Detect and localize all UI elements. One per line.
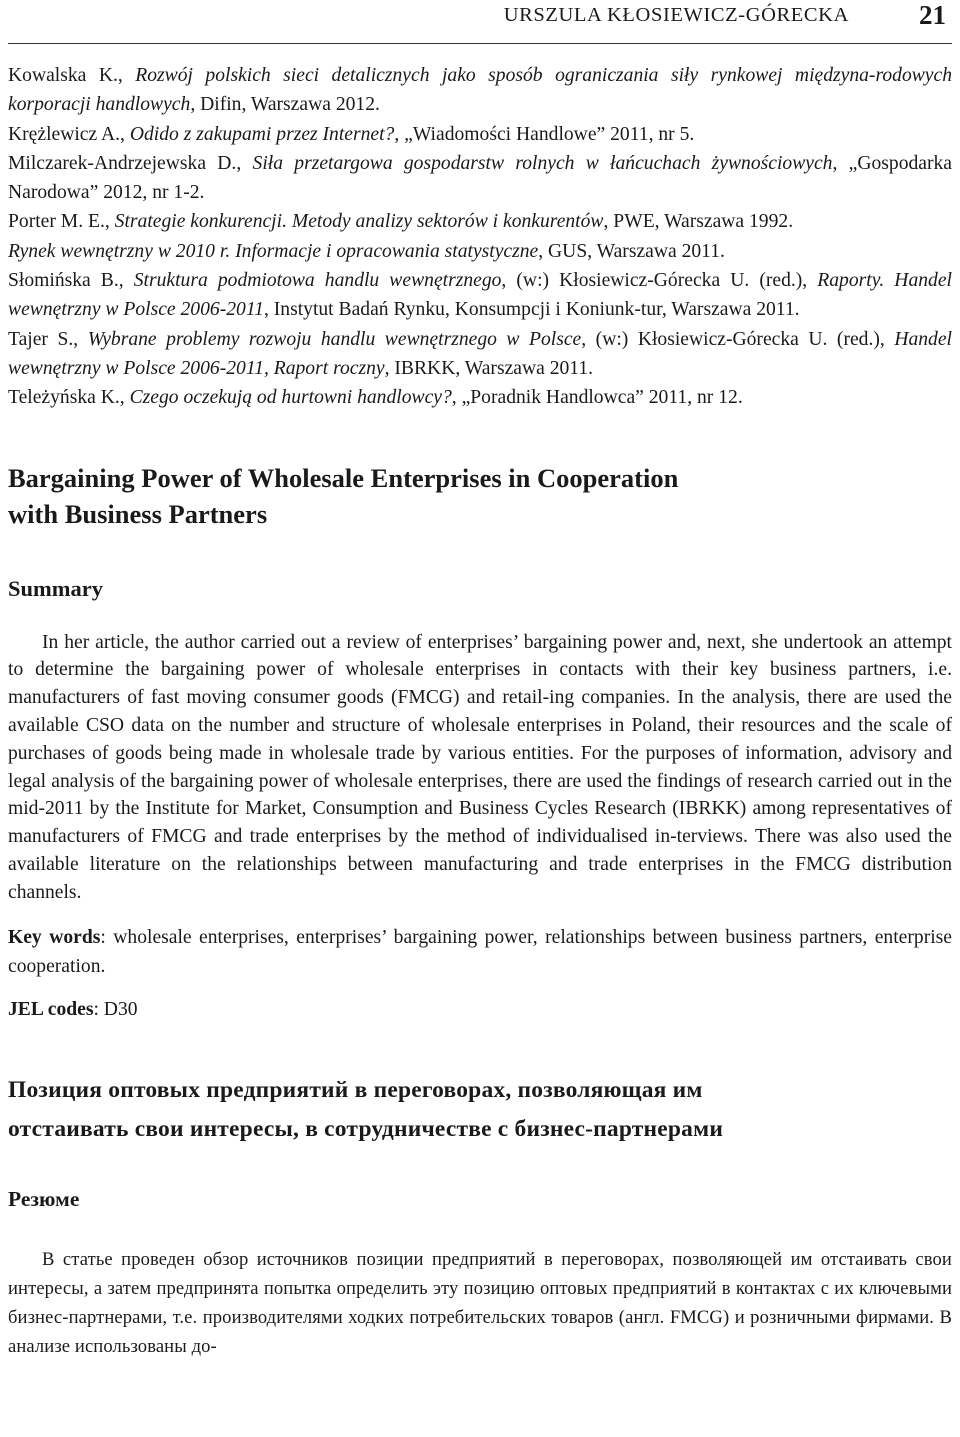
summary-heading: Summary (8, 575, 103, 601)
jel-text: : D30 (93, 998, 138, 1020)
reference-item: Rynek wewnętrzny w 2010 r. Informacje i opracowania statystyczne, GUS, Warszawa 2011. (8, 240, 725, 262)
reference-item: Krężlewicz A., Odido z zakupami przez Internet?, „Wiadomości Handlowe” 2011, nr 5. (8, 123, 695, 145)
page-number: 21 (919, 0, 946, 30)
jel-label: JEL codes (8, 998, 94, 1020)
english-title: Bargaining Power of Wholesale Enterprises in Cooperation with Business Partners (8, 462, 679, 529)
jel-codes (8, 999, 952, 1021)
keywords-text: : wholesale enterprises, enterprises’ bargaining power, relationships between business partners, enterprise cooperation. (8, 926, 952, 977)
reference-item: Kowalska K., Rozwój polskich sieci detalicznych jako sposób ograniczania siły rynkowej międzyna-rodowych korporacji handlowych, Difin, Warszawa 2012. (8, 65, 952, 116)
header-author: URSZULA KŁOSIEWICZ-GÓRECKA (503, 4, 849, 26)
reference-item: Słomińska B., Struktura podmiotowa handlu wewnętrznego, (w:) Kłosiewicz-Górecka U. (red.), Raporty. Handel wewnętrzny w Polsce 2006-2011, Instytut Badań Rynku, Konsumpcji i Koniunk-tur, Warszawa 2011. (8, 270, 952, 321)
running-header (8, 0, 952, 44)
keywords (8, 923, 952, 981)
russian-summary-heading: Резюме (8, 1186, 80, 1211)
english-abstract: In her article, the author carried out a review of enterprises’ bargaining power and, next, she undertook an attempt to determine the bargaining power of wholesale enterprises in contacts with their key business partners, i.e. manufacturers of fast moving consumer goods (FMCG) and retail-ing companies. In the analysis, there are used the available CSO data on the number and structure of wholesale enterprises in Poland, their resources and the scale of purchases of goods being made in wholesale trade by various entities. For the purposes of information, advisory and legal analysis of the bargaining power of wholesale enterprises, there are used the findings of research carried out in the mid-2011 by the Institute for Market, Consumption and Business Cycles Research (IBRKK) among representatives of manufacturers of FMCG and trade enterprises by the method of individualised in-terviews. There was also used the available literature on the relationships between manufacturing and trade enterprises in the FMCG distribution channels. (8, 631, 952, 903)
reference-item: Milczarek-Andrzejewska D., Siła przetargowa gospodarstw rolnych w łańcuchach żywnościowych, „Gospodarka Narodowa” 2012, nr 1-2. (8, 152, 952, 204)
reference-item: Porter M. E., Strategie konkurencji. Metody analizy sektorów i konkurentów, PWE, Warszawa 1992. (8, 211, 794, 233)
reference-item: Tajer S., Wybrane problemy rozwoju handlu wewnętrznego w Polsce, (w:) Kłosiewicz-Górecka U. (red.), Handel wewnętrzny w Polsce 2006-2011, Raport roczny, IBRKK, Warszawa 2011. (8, 328, 952, 379)
russian-title: Позиция оптовых предприятий в переговорах, позволяющая им отстаивать свои интересы, в сотрудничестве с бизнес-партнерами (8, 1076, 724, 1142)
keywords-label: Key words (8, 926, 101, 948)
reference-item: Teleżyńska K., Czego oczekują od hurtowni handlowcy?, „Poradnik Handlowca” 2011, nr 12. (8, 387, 743, 409)
russian-abstract: В статье проведен обзор источников позиции предприятий в переговорах, позволяющей им отстаивать свои интересы, а затем предпринята попытка определить эту позицию оптовых предприятий в контактах с их ключевыми бизнес-партнерами, т.е. производителями ходких потребительских товаров (англ. FMCG) и розничными фирмами. В анализе использованы до- (8, 1248, 952, 1357)
reference-list (8, 61, 952, 413)
